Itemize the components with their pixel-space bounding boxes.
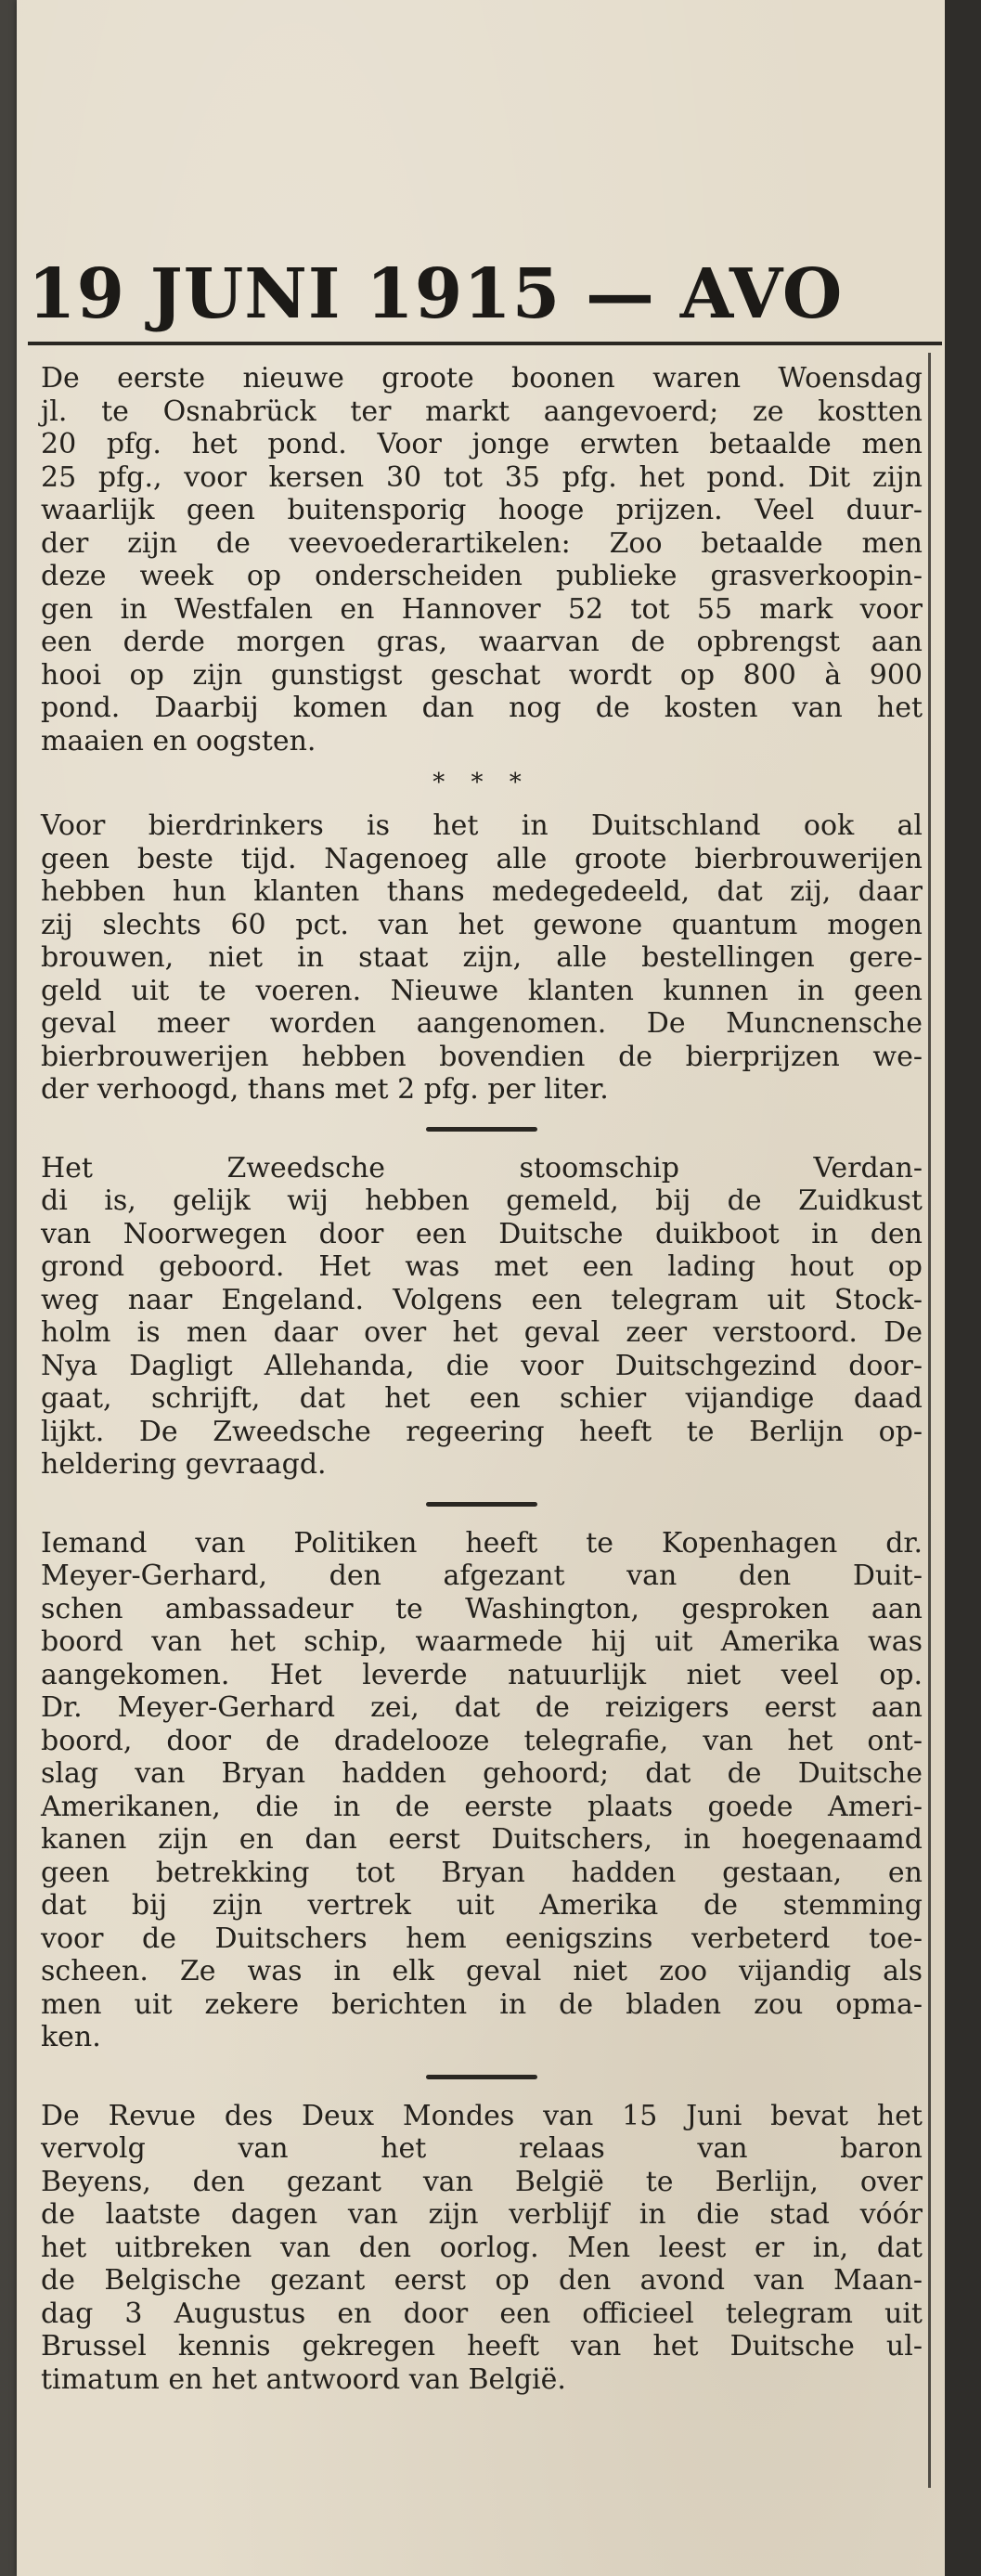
article-body bbox=[41, 334, 923, 2396]
paragraph-list bbox=[41, 334, 923, 2396]
text-line: De eerste nieuwe groote boonen waren Woensdag bbox=[41, 362, 923, 395]
text-line: bierbrouwerijen hebben bovendien de bierprijzen we- bbox=[41, 1040, 923, 1073]
text-line: gen in Westfalen en Hannover 52 tot 55 mark voor bbox=[41, 592, 923, 626]
text-line: jl. te Osnabrück ter markt aangevoerd; ze kostten bbox=[41, 395, 923, 428]
text-line: Dr. Meyer-Gerhard zei, dat de reizigers eerst aan bbox=[41, 1691, 923, 1724]
top-spacer bbox=[41, 334, 923, 362]
dark-edge-strip bbox=[945, 0, 981, 2576]
text-line: geval meer worden aangenomen. De Muncnensche bbox=[41, 1007, 923, 1040]
text-line: aangekomen. Het leverde natuurlijk niet veel op. bbox=[41, 1658, 923, 1691]
text-line: Het Zweedsche stoomschip Verdan- bbox=[41, 1151, 923, 1184]
text-line: weg naar Engeland. Volgens een telegram uit Stock- bbox=[41, 1283, 923, 1316]
text-line: Meyer-Gerhard, den afgezant van den Duit- bbox=[41, 1560, 923, 1592]
text-line: een derde morgen gras, waarvan de opbrengst aan bbox=[41, 626, 923, 658]
headline-date: 19 JUNI 1915 — AVO bbox=[28, 254, 844, 334]
text-line: timatum en het antwoord van België. bbox=[41, 2362, 566, 2396]
text-line: kanen zijn en dan eerst Duitschers, in hoegenaamd bbox=[41, 1823, 923, 1856]
text-line: der zijn de veevoederartikelen: Zoo betaalde men bbox=[41, 526, 923, 560]
article-paragraph bbox=[41, 1152, 923, 1482]
text-line: de Belgische gezant eerst op den avond van Maan- bbox=[41, 2264, 923, 2297]
text-line: 25 pfg., voor kersen 30 tot 35 pfg. het pond. Dit zijn bbox=[41, 460, 923, 494]
text-line: Nya Dagligt Allehanda, die voor Duitschgezind door- bbox=[41, 1349, 923, 1382]
text-line: van Noorwegen door een Duitsche duikboot in den bbox=[41, 1217, 923, 1250]
text-line: men uit zekere berichten in de bladen zou opma- bbox=[41, 1987, 923, 2021]
column-rule bbox=[928, 353, 931, 2488]
text-line: slag van Bryan hadden gehoord; dat de Duitsche bbox=[41, 1757, 923, 1790]
text-line: heldering gevraagd. bbox=[41, 1448, 327, 1481]
text-line: voor de Duitschers hem eenigszins verbeterd toe- bbox=[41, 1922, 923, 1955]
text-line: geen beste tijd. Nagenoeg alle groote bierbrouwerijen bbox=[41, 842, 923, 875]
section-divider bbox=[426, 1127, 537, 1132]
text-line: Brussel kennis gekregen heeft van het Duitsche ul- bbox=[41, 2330, 923, 2362]
asterism-separator: * * * bbox=[432, 769, 531, 796]
text-line: dag 3 Augustus en door een officieel telegram uit bbox=[41, 2297, 923, 2330]
text-line: der verhoogd, thans met 2 pfg. per liter. bbox=[41, 1073, 609, 1106]
text-line: hooi op zijn gunstigst geschat wordt op 800 à 900 bbox=[41, 658, 923, 692]
text-line: grond geboord. Het was met een lading hout op bbox=[41, 1250, 923, 1283]
text-line: pond. Daarbij komen dan nog de kosten van het bbox=[41, 692, 923, 724]
section-divider bbox=[426, 1502, 537, 1507]
text-line: boord, door de dradelooze telegrafie, van het ont- bbox=[41, 1724, 923, 1757]
text-line: 20 pfg. het pond. Voor jonge erwten betaalde men bbox=[41, 428, 923, 460]
text-line: ken. bbox=[41, 2021, 101, 2053]
text-line: waarlijk geen buitensporig hooge prijzen. Veel duur- bbox=[41, 494, 923, 526]
article-paragraph bbox=[41, 2100, 923, 2397]
article-paragraph bbox=[41, 362, 923, 757]
text-line: Amerikanen, die in de eerste plaats goede Ameri- bbox=[41, 1790, 923, 1823]
text-line: maaien en oogsten. bbox=[41, 724, 316, 757]
section-divider bbox=[426, 2075, 537, 2079]
text-line: hebben hun klanten thans medegedeeld, dat zij, daar bbox=[41, 875, 923, 908]
article-paragraph bbox=[41, 1527, 923, 2054]
text-line: boord van het schip, waarmede hij uit Amerika was bbox=[41, 1625, 923, 1658]
text-line: gaat, schrijft, dat het een schier vijandige daad bbox=[41, 1382, 923, 1415]
text-line: lijkt. De Zweedsche regeering heeft te Berlijn op- bbox=[41, 1415, 923, 1448]
text-line: schen ambassadeur te Washington, gesproken aan bbox=[41, 1592, 923, 1625]
text-line: Voor bierdrinkers is het in Duitschland ook al bbox=[41, 809, 923, 842]
text-line: scheen. Ze was in elk geval niet zoo vijandig als bbox=[41, 1955, 923, 1987]
text-line: geen betrekking tot Bryan hadden gestaan, en bbox=[41, 1856, 923, 1889]
text-line: zij slechts 60 pct. van het gewone quantum mogen bbox=[41, 908, 923, 941]
text-line: holm is men daar over het geval zeer verstoord. De bbox=[41, 1316, 923, 1349]
text-line: de laatste dagen van zijn verblijf in die stad vóór bbox=[41, 2198, 923, 2231]
text-line: het uitbreken van den oorlog. Men leest er in, dat bbox=[41, 2231, 923, 2264]
text-line: Iemand van Politiken heeft te Kopenhagen dr. bbox=[41, 1526, 923, 1560]
text-line: deze week op onderscheiden publieke grasverkoopin- bbox=[41, 560, 923, 592]
text-line: dat bij zijn vertrek uit Amerika de stemming bbox=[41, 1889, 923, 1922]
text-line: vervolg van het relaas van baron bbox=[41, 2132, 923, 2165]
text-line: Beyens, den gezant van België te Berlijn, over bbox=[41, 2165, 923, 2198]
text-line: brouwen, niet in staat zijn, alle bestellingen gere- bbox=[41, 941, 923, 974]
article-paragraph bbox=[41, 809, 923, 1107]
text-line: geld uit te voeren. Nieuwe klanten kunnen in geen bbox=[41, 974, 923, 1007]
text-line: De Revue des Deux Mondes van 15 Juni bevat het bbox=[41, 2099, 923, 2132]
text-line: di is, gelijk wij hebben gemeld, bij de Zuidkust bbox=[41, 1184, 923, 1217]
